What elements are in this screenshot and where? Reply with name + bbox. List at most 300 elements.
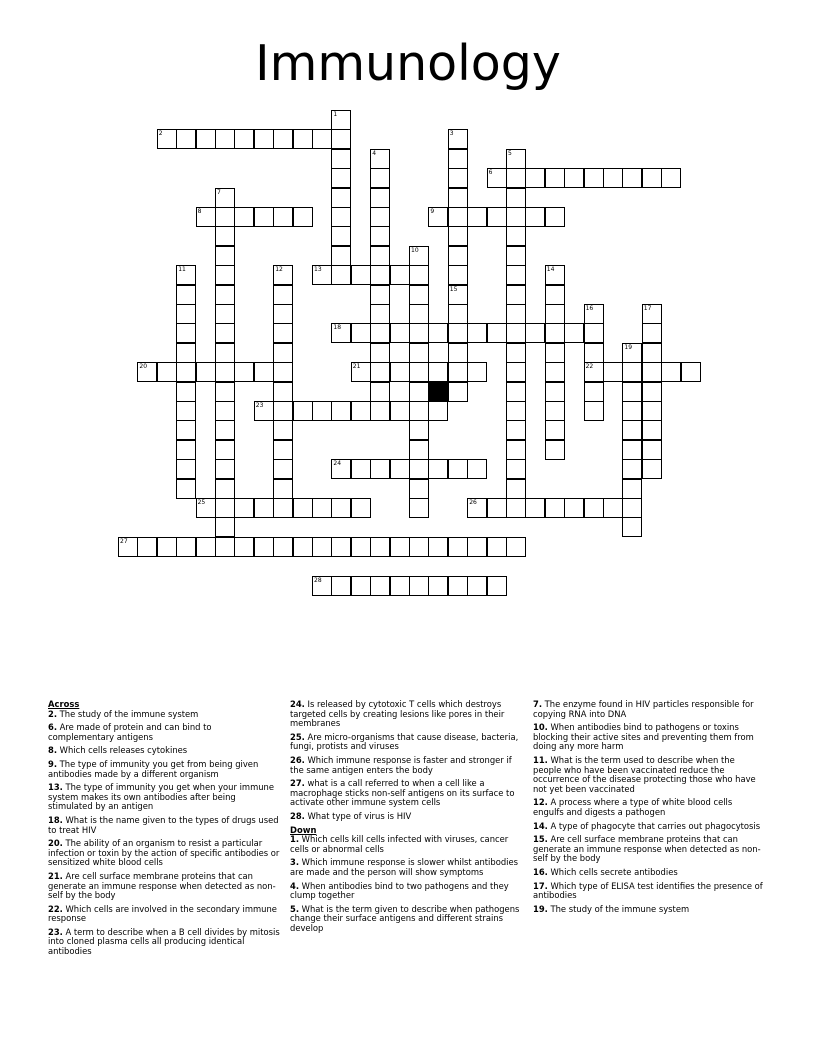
clue-item <box>290 905 522 934</box>
grid-cell[interactable] <box>448 226 468 246</box>
grid-cell[interactable] <box>157 537 177 557</box>
grid-cell[interactable] <box>370 323 390 343</box>
clue-number: 28 <box>314 576 322 584</box>
grid-cell[interactable] <box>661 168 681 188</box>
clue-number-label: 8. <box>48 745 58 756</box>
grid-cell[interactable] <box>545 207 565 227</box>
clue-number: 25 <box>197 499 206 506</box>
grid-cell[interactable] <box>506 188 526 208</box>
grid-cell[interactable] <box>351 459 371 479</box>
grid-cell[interactable] <box>273 285 293 305</box>
clue-item <box>48 746 280 756</box>
grid-cell[interactable] <box>215 459 235 479</box>
grid-cell[interactable] <box>467 207 487 227</box>
grid-cell[interactable] <box>545 285 565 305</box>
grid-cell[interactable] <box>254 129 274 149</box>
grid-cell[interactable] <box>273 401 293 421</box>
grid-cell[interactable] <box>351 537 371 557</box>
grid-cell[interactable] <box>409 362 429 382</box>
grid-cell[interactable] <box>428 459 448 479</box>
grid-cell[interactable] <box>409 440 429 460</box>
grid-cell[interactable] <box>545 343 565 363</box>
grid-cell[interactable] <box>370 576 390 596</box>
clue-text: Which type of ELISA test identifies the presence of antibodies <box>533 880 763 901</box>
grid-cell[interactable] <box>273 362 293 382</box>
grid-cell[interactable] <box>409 323 429 343</box>
grid-cell[interactable] <box>506 149 526 169</box>
grid-cell[interactable] <box>331 188 351 208</box>
grid-cell[interactable] <box>370 343 390 363</box>
grid-cell[interactable] <box>273 537 293 557</box>
grid-cell[interactable] <box>409 498 429 518</box>
grid-cell[interactable] <box>642 401 662 421</box>
grid-cell[interactable] <box>176 343 196 363</box>
grid-cell[interactable] <box>390 459 410 479</box>
grid-cell[interactable] <box>176 362 196 382</box>
grid-cell[interactable] <box>584 304 604 324</box>
clue-number-label: 12. <box>533 797 548 808</box>
grid-cell[interactable] <box>293 129 313 149</box>
grid-cell[interactable] <box>370 168 390 188</box>
grid-cell[interactable] <box>506 343 526 363</box>
grid-cell[interactable] <box>409 479 429 499</box>
grid-cell[interactable] <box>273 304 293 324</box>
grid-cell[interactable] <box>390 362 410 382</box>
clue-number: 18 <box>333 324 342 332</box>
clue-item <box>48 710 280 720</box>
grid-cell[interactable] <box>273 459 293 479</box>
grid-cell[interactable] <box>312 498 332 518</box>
grid-cell[interactable] <box>506 304 526 324</box>
grid-cell[interactable] <box>409 285 429 305</box>
clue-item <box>290 835 522 854</box>
grid-cell[interactable] <box>176 459 196 479</box>
grid-cell[interactable] <box>215 207 235 227</box>
grid-cell[interactable] <box>215 420 235 440</box>
grid-cell[interactable] <box>487 207 507 227</box>
grid-cell[interactable] <box>525 207 545 227</box>
grid-cell[interactable] <box>312 401 332 421</box>
grid-cell[interactable] <box>176 304 196 324</box>
grid-cell[interactable] <box>331 498 351 518</box>
grid-cell[interactable] <box>254 537 274 557</box>
grid-cell[interactable] <box>390 401 410 421</box>
grid-cell[interactable] <box>390 537 410 557</box>
grid-cell[interactable] <box>487 576 507 596</box>
grid-cell[interactable] <box>545 440 565 460</box>
grid-cell[interactable] <box>506 323 526 343</box>
grid-cell[interactable] <box>506 459 526 479</box>
clue-number: 4 <box>372 149 377 157</box>
grid-cell[interactable] <box>448 323 468 343</box>
grid-cell[interactable] <box>215 129 235 149</box>
grid-cell[interactable] <box>273 498 293 518</box>
clue-text: Which cells secrete antibodies <box>547 866 678 877</box>
clue-number: 24 <box>333 460 342 468</box>
grid-cell[interactable] <box>564 323 584 343</box>
grid-cell[interactable] <box>351 401 371 421</box>
grid-cell[interactable] <box>448 576 468 596</box>
grid-cell[interactable] <box>448 168 468 188</box>
grid-cell[interactable] <box>273 265 293 285</box>
grid-cell[interactable] <box>196 537 216 557</box>
grid-cell[interactable] <box>331 226 351 246</box>
clue-item <box>290 779 522 808</box>
grid-cell[interactable] <box>603 498 623 518</box>
grid-cell[interactable] <box>525 498 545 518</box>
grid-cell[interactable] <box>467 498 487 518</box>
grid-cell[interactable] <box>215 440 235 460</box>
clue-text: The type of immunity you get when your immune system makes its own antibodies after being stimulated by an antigen <box>48 782 274 812</box>
grid-cell[interactable] <box>525 168 545 188</box>
grid-cell[interactable] <box>351 265 371 285</box>
grid-cell[interactable] <box>448 343 468 363</box>
grid-cell[interactable] <box>448 265 468 285</box>
grid-cell[interactable] <box>176 129 196 149</box>
grid-cell[interactable] <box>603 168 623 188</box>
grid-cell[interactable] <box>545 401 565 421</box>
grid-cell[interactable] <box>215 304 235 324</box>
clue-number-label: 28. <box>290 810 305 821</box>
grid-cell[interactable] <box>584 323 604 343</box>
grid-cell[interactable] <box>564 498 584 518</box>
grid-cell[interactable] <box>293 498 313 518</box>
grid-cell[interactable] <box>545 168 565 188</box>
grid-cell[interactable] <box>312 265 332 285</box>
clue-number-label: 17. <box>533 880 548 891</box>
grid-cell[interactable] <box>331 149 351 169</box>
grid-cell[interactable] <box>370 207 390 227</box>
grid-cell[interactable] <box>293 207 313 227</box>
grid-cell[interactable] <box>603 362 623 382</box>
grid-cell[interactable] <box>331 459 351 479</box>
grid-cell[interactable] <box>312 537 332 557</box>
grid-cell[interactable] <box>390 576 410 596</box>
clue-item <box>533 868 765 878</box>
clue-number-label: 18. <box>48 814 63 825</box>
grid-cell[interactable] <box>254 207 274 227</box>
grid-cell[interactable] <box>642 323 662 343</box>
grid-cell[interactable] <box>448 285 468 305</box>
grid-cell[interactable] <box>661 362 681 382</box>
grid-cell[interactable] <box>448 246 468 266</box>
grid-cell[interactable] <box>409 246 429 266</box>
grid-cell[interactable] <box>176 479 196 499</box>
grid-cell[interactable] <box>215 285 235 305</box>
grid-cell[interactable] <box>622 459 642 479</box>
grid-cell[interactable] <box>351 498 371 518</box>
grid-cell[interactable] <box>448 149 468 169</box>
clue-item <box>533 723 765 752</box>
grid-cell[interactable] <box>506 265 526 285</box>
grid-cell[interactable] <box>331 323 351 343</box>
grid-cell[interactable] <box>622 440 642 460</box>
grid-cell[interactable] <box>409 343 429 363</box>
puzzle-title: Immunology <box>255 35 561 92</box>
grid-cell[interactable] <box>584 382 604 402</box>
grid-cell[interactable] <box>584 168 604 188</box>
grid-cell[interactable] <box>254 498 274 518</box>
grid-cell[interactable] <box>584 343 604 363</box>
grid-cell[interactable] <box>370 401 390 421</box>
grid-cell[interactable] <box>273 343 293 363</box>
grid-cell[interactable] <box>196 129 216 149</box>
grid-cell[interactable] <box>215 188 235 208</box>
grid-cell[interactable] <box>196 498 216 518</box>
grid-cell[interactable] <box>215 479 235 499</box>
grid-cell[interactable] <box>254 401 274 421</box>
grid-cell[interactable] <box>215 382 235 402</box>
grid-cell[interactable] <box>370 285 390 305</box>
grid-cell[interactable] <box>506 207 526 227</box>
grid-cell[interactable] <box>331 110 351 130</box>
grid-cell[interactable] <box>506 498 526 518</box>
grid-cell[interactable] <box>370 188 390 208</box>
grid-cell[interactable] <box>370 149 390 169</box>
grid-cell[interactable] <box>215 265 235 285</box>
grid-cell[interactable] <box>254 362 274 382</box>
grid-cell[interactable] <box>448 362 468 382</box>
clue-item <box>290 812 522 822</box>
grid-cell[interactable] <box>506 420 526 440</box>
grid-cell[interactable] <box>584 401 604 421</box>
grid-cell[interactable] <box>351 323 371 343</box>
clue-number-label: 4. <box>290 880 300 891</box>
grid-cell[interactable] <box>545 265 565 285</box>
grid-cell[interactable] <box>467 537 487 557</box>
grid-cell[interactable] <box>506 479 526 499</box>
clue-number-label: 11. <box>533 754 548 765</box>
grid-cell[interactable] <box>487 168 507 188</box>
grid-cell[interactable] <box>506 401 526 421</box>
grid-cell[interactable] <box>409 382 429 402</box>
grid-cell[interactable] <box>215 246 235 266</box>
grid-cell[interactable] <box>506 440 526 460</box>
grid-cell[interactable] <box>215 537 235 557</box>
down-clue-list-continued <box>533 700 765 914</box>
grid-cell[interactable] <box>428 323 448 343</box>
grid-cell[interactable] <box>448 207 468 227</box>
grid-cell[interactable] <box>564 168 584 188</box>
grid-cell[interactable] <box>273 420 293 440</box>
grid-cell[interactable] <box>312 576 332 596</box>
grid-cell[interactable] <box>622 401 642 421</box>
grid-cell[interactable] <box>273 382 293 402</box>
grid-cell[interactable] <box>448 188 468 208</box>
grid-cell[interactable] <box>234 362 254 382</box>
grid-cell[interactable] <box>331 129 351 149</box>
grid-cell[interactable] <box>545 498 565 518</box>
grid-cell[interactable] <box>176 401 196 421</box>
grid-cell[interactable] <box>545 323 565 343</box>
grid-cell[interactable] <box>409 420 429 440</box>
grid-cell[interactable] <box>370 459 390 479</box>
grid-cell[interactable] <box>448 537 468 557</box>
grid-cell[interactable] <box>176 537 196 557</box>
grid-cell[interactable] <box>215 498 235 518</box>
grid-cell[interactable] <box>370 226 390 246</box>
clue-item <box>290 882 522 901</box>
grid-cell[interactable] <box>234 537 254 557</box>
grid-cell[interactable] <box>428 537 448 557</box>
grid-cell[interactable] <box>642 304 662 324</box>
grid-cell[interactable] <box>409 304 429 324</box>
grid-cell[interactable] <box>370 382 390 402</box>
grid-cell[interactable] <box>331 401 351 421</box>
clue-item <box>48 760 280 779</box>
grid-cell[interactable] <box>487 498 507 518</box>
grid-cell[interactable] <box>506 246 526 266</box>
grid-cell[interactable] <box>428 207 448 227</box>
grid-cell[interactable] <box>215 517 235 537</box>
clue-item <box>290 733 522 752</box>
grid-cell[interactable] <box>234 498 254 518</box>
grid-cell[interactable] <box>370 537 390 557</box>
grid-cell[interactable] <box>467 323 487 343</box>
grid-cell[interactable] <box>642 168 662 188</box>
grid-cell[interactable] <box>506 362 526 382</box>
grid-cell[interactable] <box>642 459 662 479</box>
grid-cell[interactable] <box>545 382 565 402</box>
grid-cell[interactable] <box>409 537 429 557</box>
grid-cell[interactable] <box>370 304 390 324</box>
grid-cell[interactable] <box>506 285 526 305</box>
clue-number: 12 <box>275 266 283 274</box>
clues-column-2 <box>290 700 522 937</box>
grid-cell[interactable] <box>312 129 332 149</box>
clue-number-label: 6. <box>48 722 58 733</box>
grid-cell[interactable] <box>331 207 351 227</box>
grid-cell[interactable] <box>681 362 701 382</box>
grid-cell[interactable] <box>525 323 545 343</box>
grid-cell[interactable] <box>409 459 429 479</box>
grid-cell[interactable] <box>118 537 138 557</box>
grid-cell[interactable] <box>506 226 526 246</box>
grid-cell[interactable] <box>273 323 293 343</box>
grid-cell[interactable] <box>622 479 642 499</box>
grid-cell[interactable] <box>487 537 507 557</box>
grid-cell[interactable] <box>331 576 351 596</box>
clue-text: The type of immunity you get from being given antibodies made by a different organism <box>48 758 259 779</box>
grid-cell[interactable] <box>196 207 216 227</box>
grid-cell[interactable] <box>331 246 351 266</box>
grid-cell[interactable] <box>642 343 662 363</box>
grid-cell[interactable] <box>273 129 293 149</box>
clue-text: Which cells are involved in the secondary immune response <box>48 903 277 924</box>
grid-cell[interactable] <box>448 129 468 149</box>
grid-cell[interactable] <box>409 576 429 596</box>
grid-cell[interactable] <box>428 362 448 382</box>
grid-cell[interactable] <box>196 362 216 382</box>
grid-cell[interactable] <box>215 226 235 246</box>
grid-cell[interactable] <box>176 420 196 440</box>
grid-cell[interactable] <box>137 537 157 557</box>
grid-cell[interactable] <box>642 362 662 382</box>
grid-cell[interactable] <box>176 265 196 285</box>
grid-cell[interactable] <box>428 401 448 421</box>
grid-cell[interactable] <box>331 168 351 188</box>
grid-cell[interactable] <box>467 459 487 479</box>
grid-cell[interactable] <box>448 304 468 324</box>
clue-number-label: 22. <box>48 903 63 914</box>
grid-cell[interactable] <box>215 343 235 363</box>
grid-cell[interactable] <box>215 362 235 382</box>
grid-cell[interactable] <box>157 129 177 149</box>
grid-cell[interactable] <box>157 362 177 382</box>
grid-cell[interactable] <box>428 576 448 596</box>
grid-cell[interactable] <box>622 382 642 402</box>
grid-cell[interactable] <box>370 362 390 382</box>
grid-cell[interactable] <box>409 401 429 421</box>
grid-cell[interactable] <box>351 362 371 382</box>
grid-cell[interactable] <box>622 168 642 188</box>
grid-cell[interactable] <box>506 168 526 188</box>
grid-cell[interactable] <box>293 401 313 421</box>
grid-cell[interactable] <box>176 285 196 305</box>
grid-cell[interactable] <box>642 382 662 402</box>
clue-item <box>48 783 280 812</box>
grid-cell[interactable] <box>545 420 565 440</box>
grid-cell[interactable] <box>506 537 526 557</box>
grid-cell[interactable] <box>545 362 565 382</box>
down-heading: Down <box>290 824 317 835</box>
grid-cell[interactable] <box>370 246 390 266</box>
grid-cell[interactable] <box>137 362 157 382</box>
grid-cell[interactable] <box>273 479 293 499</box>
grid-cell[interactable] <box>642 440 662 460</box>
clue-text: Which immune response is slower whilst antibodies are made and the person will show symptoms <box>290 857 518 877</box>
grid-cell[interactable] <box>584 362 604 382</box>
grid-cell[interactable] <box>448 459 468 479</box>
grid-cell[interactable] <box>215 401 235 421</box>
grid-cell[interactable] <box>273 440 293 460</box>
grid-cell[interactable] <box>467 362 487 382</box>
grid-cell[interactable] <box>448 382 468 402</box>
clue-number-label: 21. <box>48 870 63 881</box>
grid-cell[interactable] <box>234 207 254 227</box>
grid-cell[interactable] <box>273 207 293 227</box>
grid-cell[interactable] <box>622 517 642 537</box>
grid-cell[interactable] <box>622 420 642 440</box>
grid-cell[interactable] <box>293 537 313 557</box>
grid-cell[interactable] <box>390 265 410 285</box>
grid-cell[interactable] <box>176 382 196 402</box>
clue-number: 19 <box>624 343 633 351</box>
grid-cell[interactable] <box>351 576 371 596</box>
grid-cell[interactable] <box>234 129 254 149</box>
grid-cell[interactable] <box>642 420 662 440</box>
grid-cell[interactable] <box>331 265 351 285</box>
grid-cell[interactable] <box>370 265 390 285</box>
grid-cell[interactable] <box>487 323 507 343</box>
grid-cell[interactable] <box>584 498 604 518</box>
grid-cell[interactable] <box>176 440 196 460</box>
grid-cell[interactable] <box>215 323 235 343</box>
grid-cell[interactable] <box>622 498 642 518</box>
clue-number-label: 10. <box>533 722 548 733</box>
grid-cell[interactable] <box>409 265 429 285</box>
grid-cell[interactable] <box>622 362 642 382</box>
grid-cell[interactable] <box>622 343 642 363</box>
clue-number: 15 <box>449 285 458 293</box>
grid-cell[interactable] <box>176 323 196 343</box>
grid-cell[interactable] <box>390 323 410 343</box>
grid-cell[interactable] <box>545 304 565 324</box>
grid-cell[interactable] <box>331 537 351 557</box>
grid-cell[interactable] <box>506 382 526 402</box>
clue-number-label: 2. <box>48 708 58 719</box>
grid-cell[interactable] <box>467 576 487 596</box>
